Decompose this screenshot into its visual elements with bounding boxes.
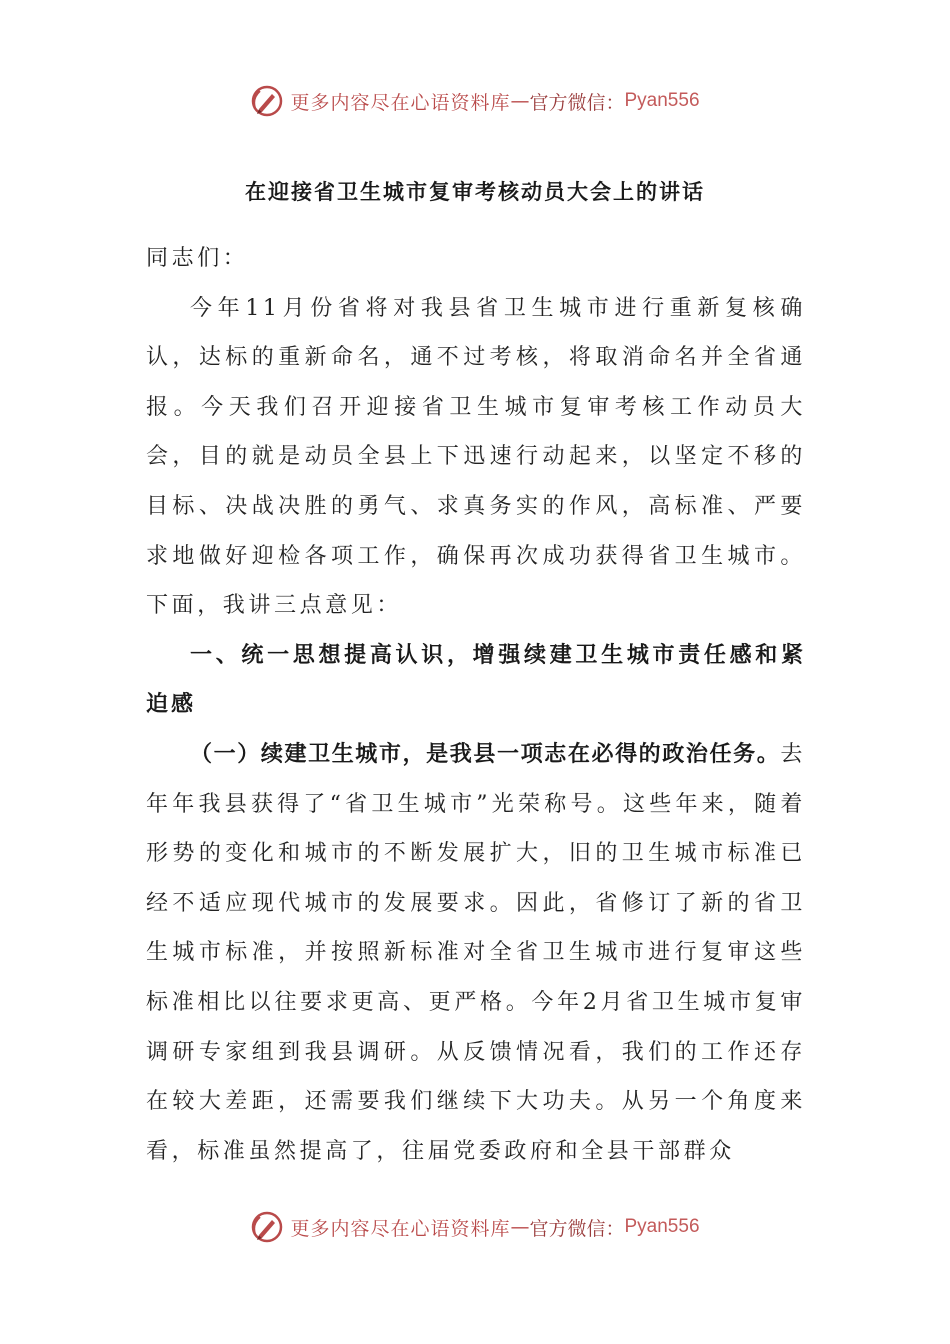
pen-logo-icon: [250, 1210, 284, 1244]
subsection-1-heading: （一）续建卫生城市，是我县一项志在必得的政治任务。: [190, 741, 781, 767]
footer-wechat-account: Pyan556: [624, 1216, 700, 1237]
document-body: [146, 234, 806, 1176]
footer-wechat-label: 官方微信：: [529, 1217, 625, 1240]
subsection-1-body: 去年年我县获得了“省卫生城市”光荣称号。这些年来，随着形势的变化和城市的不断发展扩大，旧的卫生城市标准已经不适应现代城市的发展要求。因此，省修订了新的省卫生城市标准，并按照新标准对全省卫生城市进行复审这些标准相比以往要求更高、更严格。今年2月省卫生城市复审调研专家组到我县调研。从反馈情况看，我们的工作还存在较大差距，还需要我们继续下大功夫。从另一个角度来看，标准虽然提高了，往届党委政府和全县干部群众: [146, 741, 806, 1164]
footer-dash: —: [510, 1216, 530, 1238]
banner-brand-text: 更多内容尽在心语资料库: [290, 91, 511, 114]
subsection-1-paragraph: [146, 730, 806, 1176]
banner-wechat-account: Pyan556: [624, 90, 700, 111]
header-banner: [0, 84, 950, 118]
salutation: 同志们：: [146, 246, 249, 271]
section-1-heading: 一、统一思想提高认识，增强续建卫生城市责任感和紧迫感: [146, 642, 806, 718]
banner-dash: —: [510, 90, 530, 112]
document-title: 在迎接省卫生城市复审考核动员大会上的讲话: [245, 180, 705, 204]
footer-banner: [0, 1210, 950, 1244]
intro-paragraph: 今年11月份省将对我县省卫生城市进行重新复核确认，达标的重新命名，通不过考核，将取消命名并全省通报。今天我们召开迎接省卫生城市复审考核工作动员大会，目的就是动员全县上下迅速行动起来，以坚定不移的目标、决战决胜的勇气、求真务实的作风，高标准、严要求地做好迎检各项工作，确保再次成功获得省卫生城市。下面，我讲三点意见：: [146, 295, 806, 619]
banner-wechat-label: 官方微信：: [529, 91, 625, 114]
footer-brand-text: 更多内容尽在心语资料库: [290, 1217, 511, 1240]
pen-logo-icon: [250, 84, 284, 118]
